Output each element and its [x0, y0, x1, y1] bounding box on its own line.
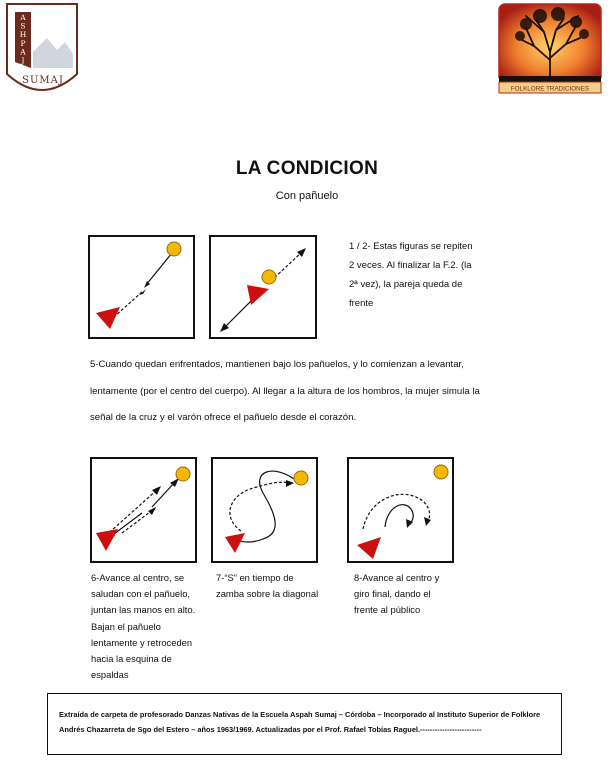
- figure-1-diagram: [88, 235, 195, 339]
- figure-8-description: 8-Avance al centro y giro final, dando el frente al público: [354, 572, 440, 616]
- figure-2-diagram: [209, 235, 317, 339]
- logo-letter: J: [21, 56, 25, 65]
- figure-8-diagram: [347, 457, 454, 563]
- figure-1-2-description: 1 / 2- Estas figuras se repiten 2 veces. Al finalizar la F.2. (la 2ª vez), la pareja queda de frente: [349, 241, 473, 309]
- logo-letter: A: [20, 47, 26, 57]
- ashpaj-sumaj-logo: [3, 2, 81, 98]
- woman-marker-icon: [434, 465, 448, 479]
- page-subtitle: Con pañuelo: [275, 190, 339, 202]
- woman-marker-icon: [294, 471, 308, 485]
- logo-letter: H: [19, 30, 27, 40]
- woman-marker-icon: [167, 242, 181, 256]
- man-marker-icon: [96, 529, 118, 551]
- figure-6-description: 6-Avance al centro, se saludan con el pañuelo, juntan las manos en alto. Bajan el pañuelo lentamente y retroceden hacia la esquina de espaldas: [91, 572, 196, 681]
- logo-letter: S: [20, 21, 26, 31]
- figure-5-description: 5-Cuando quedan enfrentados, mantienen bajo los pañuelos, y lo comienzan a levantar, lentamente (por el centro del cuerpo). Al llegar a la altura de los hombros, la mujer simula la señal de la cruz y el varón ofrece el pañuelo desde el corazón.: [90, 359, 480, 423]
- figure-6-diagram: [90, 457, 197, 563]
- figure-7-description: 7-“S” en tiempo de zamba sobre la diagonal: [216, 572, 319, 600]
- logo-letter: A: [20, 13, 26, 22]
- logo-caption: FOLKLORE TRADICIONES: [510, 85, 590, 93]
- woman-marker-icon: [176, 467, 190, 481]
- logo-letter: P: [20, 38, 26, 48]
- logo-word: SUMAJ: [22, 75, 64, 86]
- source-footer: Extraída de carpeta de profesorado Danzas Nativas de la Escuela Aspah Sumaj – Córdoba – Incorporado al Instituto Superior de Folklore Andrés Chazarreta de Sgo del Estero – años 1963/1969. Actualizadas por el Prof. Rafael Tobías Raguel.-------------------------: [47, 693, 562, 755]
- page-title: LA CONDICION: [235, 158, 379, 179]
- woman-marker-icon: [262, 270, 276, 284]
- man-marker-icon: [225, 533, 245, 553]
- man-marker-icon: [96, 307, 120, 329]
- folklore-tradiciones-logo: [496, 2, 604, 94]
- man-marker-icon: [357, 537, 381, 559]
- figure-7-diagram: [211, 457, 318, 563]
